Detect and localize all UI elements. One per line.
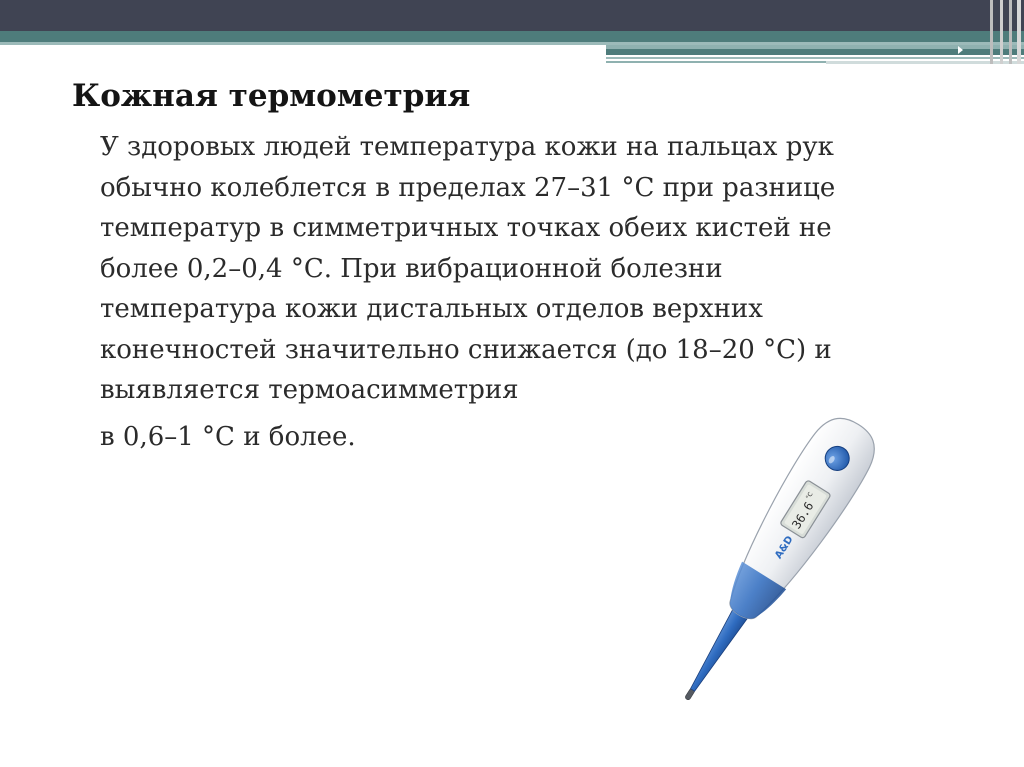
thermometer-unit: °C [804,490,815,501]
body-line-last: в 0,6–1 °С и более. [100,421,356,452]
body-line: обычно колеблется в пределах 27–31 °С при разнице [100,172,836,203]
body-line: выявляется термоасимметрия [100,375,519,405]
thermometer-image [630,400,930,700]
body-line: температура кожи дистальных отделов верхних [100,294,763,324]
body-line: более 0,2–0,4 °С. При вибрационной болезни [100,253,723,284]
thermometer-reading: 36.6 [789,499,817,532]
body-line: У здоровых людей температура кожи на пальцах рук [100,132,834,162]
body-line: температур в симметричных точках обеих кистей не [100,213,832,243]
slide-title: Кожная термометрия [72,78,471,114]
body-line: конечностей значительно снижается (до 18–20 °С) и [100,334,832,365]
thermometer-brand: A&D [773,534,796,562]
header-banner [0,0,1024,70]
